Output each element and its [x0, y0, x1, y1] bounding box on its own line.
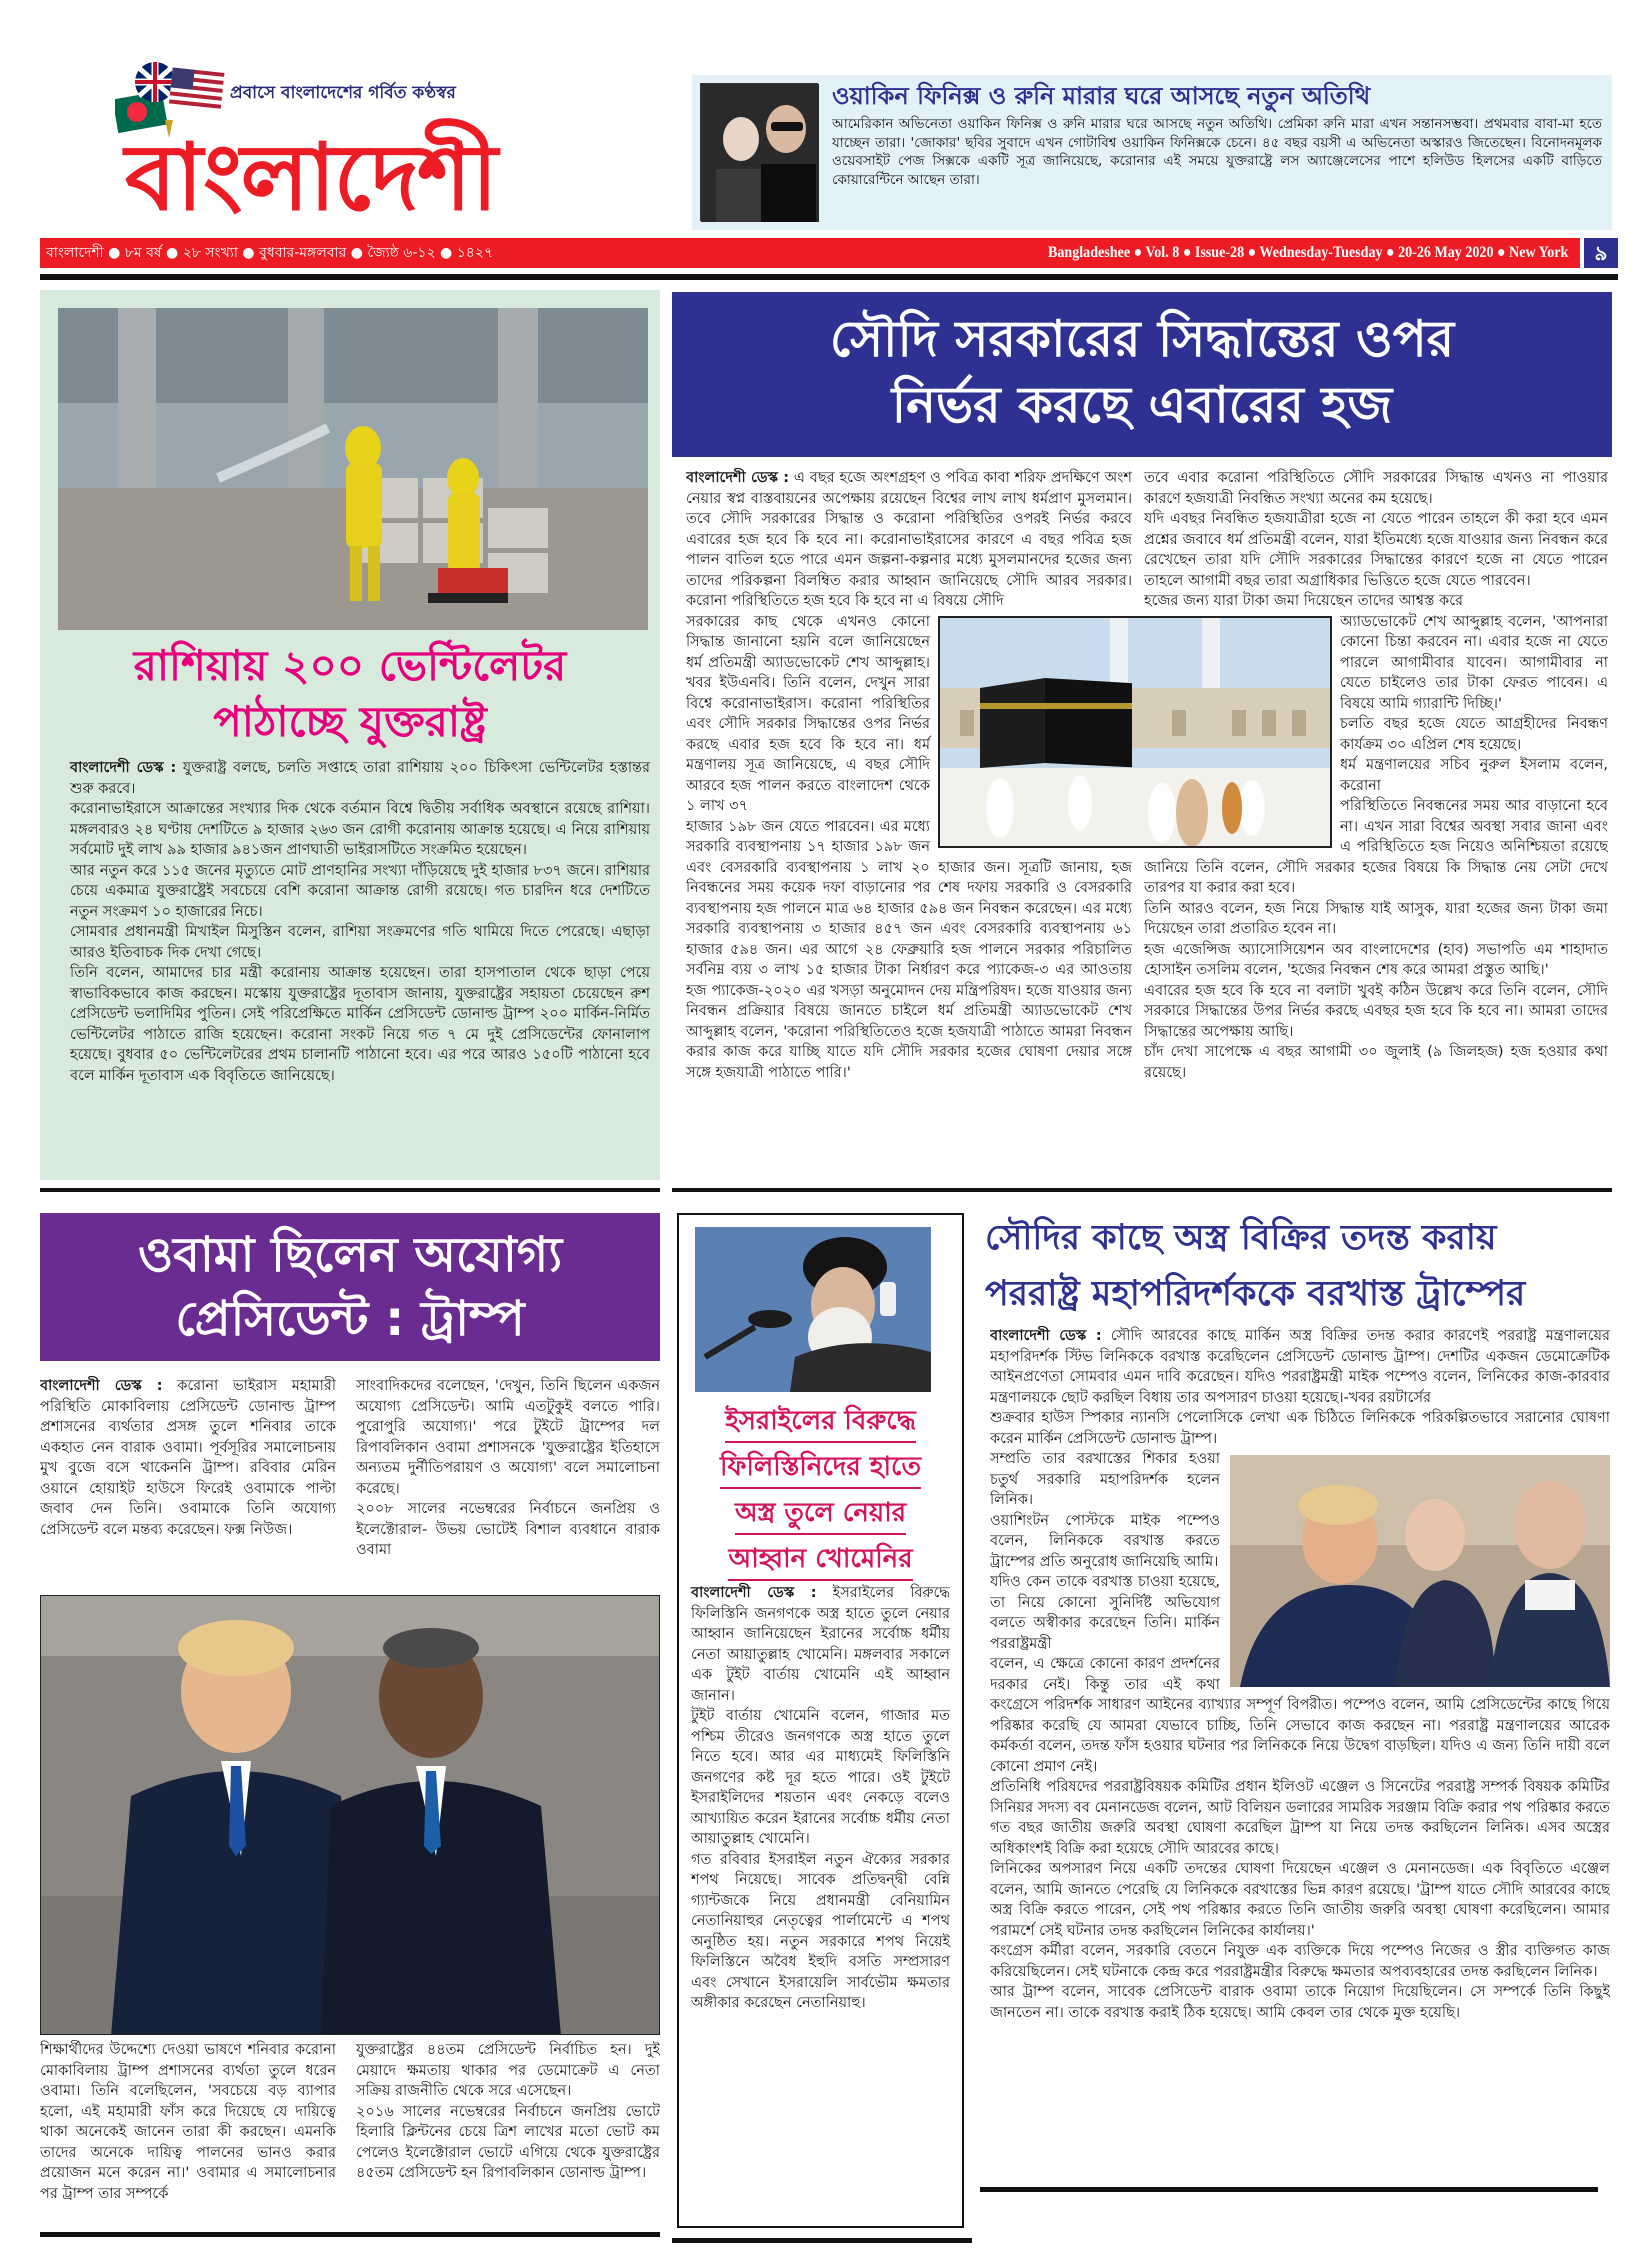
- trump-obama-photo: [40, 1595, 660, 2035]
- hajj-headline-line2: নির্ভর করছে এবারের হজ: [891, 376, 1393, 434]
- article-paragraph: টুইট বার্তায় খোমেনি বলেন, গাজার মত পশ্চিম তীরেও জনগণকে অস্ত্র হাতে তুলে নিতে হবে। আর এর মাধ্যমেই ফিলিস্তিনি জনগণের কষ্ট দূর হতে পারে। ওই টুইটে ইসরাইলিদের শয়তান এবং নেকড়ে বলেও আখ্যায়িত করেন ইরানের সর্বোচ্চ ধর্মীয় নেতা আয়াতুল্লাহ খোমেনি।: [691, 1708, 950, 1847]
- hajj-col1-bottom: হাজার ১৯৮ জন যেতে পারবেন। এর মধ্যে সরকারি ব্যবস্থাপনায় ১৭ হাজার ১৯৮ জন এবং বেসরকারি ব্যবস্থাপনায় ১ লাখ ২০ হাজার জন। সূত্রটি জানায়, হজ নিবন্ধনের সময় কয়েক দফা বাড়ানোর পর শেষ দফায় সরকারি ও বেসরকারি ব্যবস্থাপনায় হজ পালনে মাত্র ৬৪ হাজার ৫৯৪ জন নিবন্ধন করেছেন। এর মধ্যে সরকারি ব্যবস্থাপনায় ৩ হাজার ৪৫৭ জন এবং বেসরকারি ব্যবস্থাপনায় ৬১ হাজার ৫৯৪ জন। এর আগে ২৪ ফেব্রুয়ারি হজ পালনে সরকার পরিচালিত সর্বনিম্ন ব্যয় ৩ লাখ ১৫ হাজার টাকা নির্ধারণ করে প্যাকেজ-৩ এর আওতায় হজ প্যাকেজ-২০২০ এর খসড়া অনুমোদন দেয় মন্ত্রিপরিষদ। হজে যাওয়ার জন্য নিবন্ধন প্রক্রিয়ার বিষয়ে জানতে চাইলে ধর্ম প্রতিমন্ত্রী অ্যাডভোকেট শেখ আব্দুল্লাহ বলেন, 'করোনা পরিস্থিতিতেও হজে হজযাত্রী পাঠাতে আমরা নিবন্ধন করার কাজ করে যাচ্ছি যাতে যদি সৌদি সরকার হজের ঘোষণা দেয়ার সঙ্গে সঙ্গে হজযাত্রী পাঠাতে পারি।': [686, 818, 1132, 1081]
- article-paragraph: ওয়াশিংটন পোস্টকে মাইক পম্পেও বলেন, লিনিককে বরখাস্ত করতে ট্রাম্পের প্রতি অনুরোধ জানিয়েছি আমি।: [990, 1512, 1220, 1570]
- hajj-column-1: [686, 468, 1132, 1083]
- russia-article-body: [70, 758, 650, 1086]
- byline-desk: বাংলাদেশী ডেস্ক :: [70, 760, 177, 776]
- obama-col4: [356, 2040, 660, 2184]
- divider: [672, 1188, 1612, 1192]
- article-paragraph: এ বছর হজে অংশগ্রহণ ও পবিত্র কাবা শরিফ প্রদক্ষিণে অংশ নেয়ার স্বপ্ন বাস্তবায়নের অপেক্ষায় রয়েছেন বিশ্বের লাখ লাখ ধর্মপ্রাণ মুসলমান। তবে সৌদি সরকারের সিদ্ধান্ত ও করোনা পরিস্থিতির ওপরই নির্ভর করবে এবারের হজ হবে কি হবে না। করোনাভাইরাসের কারণে এ বছর পবিত্র হজ পালন বাতিল হতে পারে এমন জল্পনা-কল্পনার মধ্যে মুসলমানদের হজের জন্য তাদের পরিকল্পনা বিলম্বিত করার আহ্বান জানিয়েছে সৌদি আরব সরকার। করোনা পরিস্থিতিতে হজ হবে কি হবে না এ বিষয়ে সৌদি: [686, 470, 1132, 609]
- hajj-headline-banner: [672, 292, 1612, 457]
- page-number: ৯: [1580, 238, 1618, 268]
- masthead: [40, 60, 670, 238]
- hajj-column-2: [1144, 468, 1608, 1083]
- khamenei-headline: [679, 1401, 962, 1585]
- divider: [672, 2238, 972, 2243]
- byline-desk: বাংলাদেশী ডেস্ক :: [691, 1585, 817, 1601]
- kaaba-photo-left-half: [938, 616, 1144, 848]
- obama-headline-banner: [40, 1213, 660, 1361]
- khamenei-article-body: [691, 1583, 950, 2014]
- article-paragraph: তিনি বলেন, আমাদের চার মন্ত্রী করোনায় আক্রান্ত হয়েছেন। তারা হাসপাতাল থেকে ছাড়া পেয়ে স্বাভাবিকভাবে কাজ করছেন। মস্কোয় যুক্তরাষ্ট্রের দূতাবাস জানায়, যুক্তরাষ্ট্রের সহায়তা চেয়েছেন রুশ প্রেসিডেন্ট ভলাদিমির পুতিন। সেই পরিপ্রেক্ষিতে মার্কিন প্রেসিডেন্ট ডোনাল্ড ট্রাম্প ২০০ মার্কিন-নির্মিত ভেন্টিলেটর পাঠাতে রাজি হয়েছেন। করোনা সংকট নিয়ে গত ৭ মে দুই প্রেসিডেন্টের ফোনালাপ হয়েছে। বুধবার ৫০ ভেন্টিলেটরের প্রথম চালানটি পাঠানো হবে। এর পরে আরও ১৫০টি পাঠানো হবে বলে মার্কিন দূতাবাস এক বিবৃতিতে জানিয়েছে।: [70, 965, 650, 1084]
- article-paragraph: তবে এবার করোনা পরিস্থিতিতে সৌদি সরকারের সিদ্ধান্ত এখনও না পাওয়ার কারণে হজযাত্রী নিবন্ধিত সংখ্যা অনের কম হয়েছে।: [1144, 470, 1608, 507]
- article-paragraph: ইসরাইলের বিরুদ্ধে ফিলিস্তিনি জনগণকে অস্ত্র হাতে তুলে নেয়ার আহ্বান জানিয়েছেন ইরানের সর্বোচ্চ ধর্মীয় নেতা আয়াতুল্লাহ খোমেনি। মঙ্গলবার সকালে এক টুইট বার্তায় খোমেনি এই আহ্বান জানান।: [691, 1585, 951, 1704]
- khamenei-photo: [695, 1227, 931, 1392]
- article-paragraph: সৌদি আরবের কাছে মার্কিন অস্ত্র বিক্রির তদন্ত করার কারণেই পররাষ্ট্র মন্ত্রণালয়ের মহাপরিদর্শক স্টিভ লিনিককে বরখাস্ত করেছিলেন প্রেসিডেন্ট ডোনাল্ড ট্রাম্প। দেশটির একজন ডেমোক্রেটিক আইনপ্রণেতা সোমবার এমন দাবি করেছেন। যদিও পররাষ্ট্রমন্ত্রী মাইক পম্পেও বলেন, লিনিকের কাজ-কারবার মন্ত্রণালয়কে ছোট করছিল বিধায় তার অপসারণ চাওয়া হয়েছে।-খবর রয়টার্সের: [990, 1328, 1610, 1406]
- obama-col2: [356, 1376, 660, 1561]
- hajj-col1-narrow: সরকারের কাছ থেকে এখনও কোনো সিদ্ধান্ত জানানো হয়নি বলে জানিয়েছেন ধর্ম প্রতিমন্ত্রী অ্যাডভোকেট শেখ আব্দুল্লাহ। খবর ইউএনবি। তিনি বলেন, দেখুন সারা বিশ্বে করোনাভাইরাস। করোনা পরিস্থিতির এবং সৌদি সরকার সিদ্ধান্তের ওপর নির্ভর করছে এবার হজ হবে কি হবে না। ধর্ম মন্ত্রণালয় সূত্র জানিয়েছে, এ বছর সৌদি আরবে হজ পালন করতে বাংলাদেশ থেকে ১ লাখ ৩৭: [686, 613, 930, 814]
- divider: [980, 2187, 1598, 2192]
- dateline-bengali: বাংলাদেশী ● ৮ম বর্ষ ● ২৮ সংখ্যা ● বুধবার-মঙ্গলবার ● জ্যৈষ্ঠ ৬-১২ ● ১৪২৭: [46, 245, 494, 261]
- article-paragraph: করোনা ভাইরাস মহামারী পরিস্থিতি মোকাবিলায় প্রেসিডেন্ট ডোনাল্ড ট্রাম্প প্রশাসনের ব্যর্থতার প্রসঙ্গ তুলে শনিবার তাকে একহাত নেন বারাক ওবামা। পূর্বসূরির সমালোচনায় মুখ বুজে বসে থাকেননি ট্রাম্প। রবিবার মেরিন ওয়ানে হোয়াইট হাউসে ফিরেই ওবামাকে পাল্টা জবাব দেন তিনি। ওবামাকে তিনি অযোগ্য প্রেসিডেন্ট বলে মন্তব্য করেছেন। ফক্স নিউজ।: [40, 1378, 336, 1538]
- article-paragraph: হজের জন্য যারা টাকা জমা দিয়েছেন তাদের আশ্বস্ত করে: [1144, 593, 1463, 609]
- disinfection-photo: [58, 308, 648, 630]
- obama-article-bottom: [40, 2040, 660, 2228]
- khamenei-headline-line: ইসরাইলের বিরুদ্ধে: [725, 1401, 916, 1443]
- article-paragraph: লিনিকের অপসারণ নিয়ে একটি তদন্তের ঘোষণা দিয়েছেন এঞ্জেল ও মেনানডেজ। এক বিবৃতিতে এঞ্জেল বলেন, আমি জানতে পেরেছি যে লিনিককে বরখাস্তের ভিন্ন কারণ রয়েছে। 'ট্রাম্প যাতে সৌদি আরবের কাছে অস্ত্র বিক্রি করতে পারেন, সেই পথ পরিষ্কার করতে তিনি জাতীয় জরুরি অবস্থা ঘোষণা করেছিলেন। আমার পরামর্শে সেই ঘটনার তদন্ত করছিলেন লিনিকের কার্যালয়।': [990, 1861, 1610, 1939]
- article-paragraph: ২০০৮ সালের নভেম্বরের নির্বাচনে জনপ্রিয় ও ইলেক্টোরাল- উভয় ভোটেই বিশাল ব্যবধানে বারাক ওবামা: [356, 1501, 660, 1558]
- dateline-english: Bangladeshee ● Vol. 8 ● Issue-28 ● Wednesday-Tuesday ● 20-26 May 2020 ● New York: [1047, 244, 1568, 261]
- article-paragraph: পরিস্থিতিতে নিবন্ধনের সময় আর বাড়ানো হবে না। এখন সারা বিশ্বের অবস্থা সবার জানা এবং এ পরিস্থিতিতে হজ নিয়েও অনিশ্চিয়তা রয়েছে জানিয়ে তিনি বলেন, সৌদি সরকার হজের বিষয়ে কি সিদ্ধান্ত নেয় সেটা দেখে তারপর যা করার করা হবে।: [1144, 798, 1608, 896]
- arms-headline-line1: সৌদির কাছে অস্ত্র বিক্রির তদন্ত করায়: [985, 1218, 1497, 1258]
- russia-headline: [40, 638, 660, 750]
- newspaper-logo: বাংলাদেশী: [125, 124, 496, 231]
- russia-ventilator-story: [40, 290, 660, 1180]
- article-paragraph: যুক্তরাষ্ট্রের ৪৪তম প্রেসিডেন্ট নির্বাচিত হন। দুই মেয়াদে ক্ষমতায় থাকার পর ডেমোক্রেট এ নেতা সক্রিয় রাজনীতি থেকে সরে এসেছেন।: [356, 2042, 660, 2099]
- article-paragraph: কংগ্রেস কর্মীরা বলেন, সরকারি বেতনে নিযুক্ত এক ব্যক্তিকে দিয়ে পম্পেও নিজের ও স্ত্রীর ব্যক্তিগত কাজ করিয়েছিলেন। সেই ঘটনাকে কেন্দ্র করে পররাষ্ট্রমন্ত্রীর বিরুদ্ধে ক্ষমতার অপব্যবহারের তদন্ত করছিলেন লিনিক।: [990, 1943, 1610, 1980]
- article-paragraph: করোনাভাইরাসে আক্রান্তের সংখ্যার দিক থেকে বর্তমান বিশ্বে দ্বিতীয় সর্বাধিক অবস্থানে রয়েছে রাশিয়া। মঙ্গলবারও ২৪ ঘণ্টায় দেশটিতে ৯ হাজার ২৬৩ জন রোগী করোনায় আক্রান্ত হয়েছে। এ নিয়ে রাশিয়ায় সর্বমোট দুই লাখ ৯৯ হাজার ৯৪১জন প্রাণঘাতী ভাইরাসটিতে সংক্রমিত হয়েছেন।: [70, 801, 650, 858]
- obama-headline: [40, 1223, 660, 1351]
- khamenei-headline-line: আহ্বান খোমেনির: [728, 1539, 912, 1581]
- khamenei-headline-line: অস্ত্র তুলে নেয়ার: [735, 1493, 906, 1535]
- article-paragraph: শুক্রবার হাউস স্পিকার ন্যানসি পেলোসিকে লেখা এক চিঠিতে লিনিককে পরিকল্পিতভাবে সরানোর ঘোষণা করেন মার্কিন প্রেসিডেন্ট ডোনাল্ড ট্রাম্প।: [990, 1410, 1610, 1447]
- article-paragraph: সাংবাদিকদের বলেছেন, 'দেখুন, তিনি ছিলেন একজন অযোগ্য প্রেসিডেন্ট। আমি এতটুকুই বলতে পারি। পুরোপুরি অযোগ্য।' পরে টুইটে ট্রাম্পের দল রিপাবলিকান ওবামা প্রশাসনকে 'যুক্তরাষ্ট্রের ইতিহাসে অন্যতম দুর্নীতিপরায়ণ ও অযোগ্য' বলে সমালোচনা করেছে।: [356, 1378, 660, 1497]
- divider: [40, 274, 1618, 280]
- article-paragraph: গত রবিবার ইসরাইল নতুন ঐক্যের সরকার শপথ নিয়েছে। সাবেক প্রতিদ্বন্দ্বী বেন্নি গ্যান্টজকে নিয়ে প্রধানমন্ত্রী বেনিয়ামিন নেতানিয়াহুর নেতৃত্বের পার্লামেন্টে এ শপথ অনুষ্ঠিত হয়। নতুন সরকারে শপথ নিয়েই ফিলিস্তিনে অবৈধ ইহুদি বসতি সম্প্রসারণ এবং সেখানে ইসরায়েলি সার্বভৌম ক্ষমতার অঙ্গীকার করেছেন নেতানিয়াহু।: [691, 1851, 950, 2011]
- article-paragraph: ২০১৬ সালের নভেম্বরের নির্বাচনে জনপ্রিয় ভোটে হিলারি ক্লিন্টনের চেয়ে ত্রিশ লাখের মতো ভোট কম পেলেও ইলেক্টোরাল ভোটে এগিয়ে থেকে যুক্তরাষ্ট্রের ৪৫তম প্রেসিডেন্ট হন রিপাবলিকান ডোনাল্ড ট্রাম্প।: [356, 2103, 660, 2181]
- teaser-story: [692, 75, 1612, 230]
- hajj-headline: [672, 306, 1612, 438]
- obama-article-top: [40, 1376, 660, 1590]
- byline-desk: বাংলাদেশী ডেস্ক :: [990, 1328, 1102, 1344]
- article-paragraph: ধর্ম মন্ত্রণালয়ের সচিব নুরুল ইসলাম বলেন, করোনা: [1340, 757, 1608, 794]
- hajj-article: [686, 468, 1608, 1180]
- divider: [40, 1188, 660, 1192]
- byline-desk: বাংলাদেশী ডেস্ক :: [686, 470, 790, 486]
- divider: [40, 2232, 660, 2237]
- teaser-body: আমেরিকান অভিনেতা ওয়াকিন ফিনিক্স ও রুনি মারার ঘরে আসছে নতুন অতিথি। প্রেমিকা রুনি মারা এখন সন্তানসম্ভবা। প্রথমবার বাবা-মা হতে যাচ্ছেন তারা। 'জোকার' ছবির সুবাদে এখন গোটাবিশ্ব ওয়াকিন ফিনিক্সকে চেনে। ৪৫ বছর বয়সী এ অভিনেতা অস্কারও জিতেছেন। বিনোদনমূলক ওয়েবসাইট পেজ সিক্সকে একটি সূত্র জানিয়েছে, করোনার এই সময়ে যুক্তরাষ্ট্রে লস অ্যাঞ্জেলেসের পাশে হলিউড হিলসের একটি বাড়িতে কোয়ারেন্টিনে আছেন তারা।: [832, 116, 1602, 188]
- article-paragraph: তিনি আরও বলেন, হজ নিয়ে সিদ্ধান্ত যাই আসুক, যারা হজের জন্য টাকা জমা দিয়েছেন তারা প্রতারিত হবেন না।: [1144, 900, 1608, 937]
- article-paragraph: আর ট্রাম্প বলেন, সাবেক প্রেসিডেন্ট বারাক ওবামা তাকে নিয়োগ দিয়েছিলেন। সে সম্পর্কে তিনি কিছুই জানতেন না। তাকে বরখাস্ত করাই ঠিক হয়েছে। আমি কেবল তার থেকে মুক্ত হয়েছি।: [990, 1984, 1610, 2021]
- obama-col1: [40, 1376, 336, 1540]
- article-paragraph: হজ এজেন্সিজ অ্যাসোসিয়েশন অব বাংলাদেশের (হাব) সভাপতি এম শাহাদাত হোসাইন তসলিম বলেন, 'হজের নিবন্ধন শেষ করে আমরা প্রস্তুত আছি।': [1144, 941, 1608, 978]
- russia-headline-line1: রাশিয়ায় ২০০ ভেন্টিলেটর: [133, 641, 567, 690]
- article-paragraph: চাঁদ দেখা সাপেক্ষে এ বছর আগামী ৩০ জুলাই (৯ জিলহজ) হজ হওয়ার কথা রয়েছে।: [1144, 1044, 1608, 1081]
- article-paragraph: সোমবার প্রধানমন্ত্রী মিখাইল মিসুস্তিন বলেন, রাশিয়া সংক্রমণের গতি থামিয়ে দিতে পেরেছে। এছাড়া আরও ইতিবাচক দিক দেখা গেছে।: [70, 924, 650, 961]
- arms-article: [990, 1326, 1610, 2182]
- article-paragraph: এবারের হজ হবে কি হবে না বলাটা খুবই কঠিন উল্লেখ করে তিনি বলেন, সৌদি সরকারে সিদ্ধান্তের উপর নির্ভর করছে এবছর হজ হবে কি হবে না। আমরা তাদের সিদ্ধান্তের অপেক্ষায় আছি।: [1144, 982, 1608, 1040]
- article-paragraph: যুক্তরাষ্ট্র বলছে, চলতি সপ্তাহে তারা রাশিয়ায় ২০০ চিকিৎসা ভেন্টিলেটর হস্তান্তর শুরু করবে।: [70, 760, 650, 797]
- teaser-photo: [700, 83, 818, 221]
- article-paragraph: প্রতিনিধি পরিষদের পররাষ্ট্রবিষয়ক কমিটির প্রধান ইলিওট এঞ্জেল ও সিনেটের পররাষ্ট্র সম্পর্ক বিষয়ক কমিটির সিনিয়র সদস্য বব মেনানডেজ বলেন, আট বিলিয়ন ডলারের সামরিক সরঞ্জাম বিক্রি করার পথ পরিষ্কার করতে গত বছর জাতীয় জরুরি অবস্থা ঘোষণা করেছিল ট্রাম্প যা নিয়ে তদন্ত করছিলেন লিনিক। এসব অস্ত্রের অধিকাংশই বিক্রি করা হয়েছে সৌদি আরবের কাছে।: [990, 1779, 1610, 1857]
- hajj-col1-top: [686, 468, 1132, 612]
- dateline-bar: [40, 238, 1618, 268]
- khamenei-story-box: [677, 1213, 964, 2228]
- masthead-tagline: প্রবাসে বাংলাদেশের গর্বিত কণ্ঠস্বর: [230, 83, 456, 103]
- article-paragraph: চলতি বছর হজে যেতে আগ্রহীদের নিবন্ধণ কার্যক্রম ৩০ এপ্রিল শেষ হয়েছে।: [1340, 716, 1608, 753]
- teaser-headline: ওয়াকিন ফিনিক্স ও রুনি মারার ঘরে আসছে নতুন অতিথি: [832, 82, 1371, 110]
- obama-col3: শিক্ষার্থীদের উদ্দেশ্যে দেওয়া ভাষণে শনিবার করোনা মোকাবিলায় ট্রাম্প প্রশাসনের ব্যর্থতা তুলে ধরেন ওবামা। তিনি বলেছিলেন, 'সবচেয়ে বড় ব্যাপার হলো, এই মহামারী ফাঁস করে দিয়েছে যে দায়িত্বে থাকা অনেকেই জানেন তারা কী করছেন। এমনকি তাদের অনেকে দায়িত্ব পালনের ভানও করার প্রয়োজন মনে করেন না।' ওবামার এ সমালোচনার পর ট্রাম্প তার সম্পর্কে: [40, 2042, 336, 2202]
- byline-desk: বাংলাদেশী ডেস্ক :: [40, 1378, 163, 1394]
- arms-headline-line2: পররাষ্ট্র মহাপরিদর্শককে বরখাস্ত ট্রাম্পের: [985, 1274, 1526, 1314]
- obama-headline-line1: ওবামা ছিলেন অযোগ্য: [137, 1227, 563, 1283]
- kaaba-photo-right-half: [1132, 616, 1332, 848]
- obama-headline-line2: প্রেসিডেন্ট : ট্রাম্প: [175, 1291, 525, 1347]
- article-paragraph: বলেন, এ ক্ষেত্রে কোনো কারণ প্রদর্শনের দরকার নেই। কিন্তু তার এই কথা কংগ্রেসে পরিদর্শক সাধারণ আইনের ব্যাখ্যার সম্পূর্ণ বিপরীত। পম্পেও বলেন, আমি প্রেসিডেন্টের কাছে গিয়ে পরিষ্কার করেছি যে আমরা যেভাবে চাচ্ছি, তিনি সেভাবে কাজ করছেন না। পররাষ্ট্র মন্ত্রণালয়ের আরেক কর্মকর্তা বলেন, তদন্ত ফাঁস হওয়ার ঘটনার পর লিনিককে নিয়ে উদ্বেগ বাড়ছিল। যদিও এ জন্য তিনি দায়ী বলে কোনো প্রমাণ নেই।: [990, 1656, 1610, 1775]
- article-paragraph: অ্যাডভোকেট শেখ আব্দুল্লাহ বলেন, 'আপনারা কোনো চিন্তা করবেন না। এবার হজে না যেতে পারলে আগামীবার যাবেন। আগামীবার না যেতে চাইলেও তার টাকা ফেরত পাবেন। এ বিষয়ে আমি গ্যারান্টি দিচ্ছি।': [1340, 613, 1608, 712]
- article-paragraph: যদিও কেন তাকে বরখাস্ত চাওয়া হয়েছে, তা নিয়ে কোনো সুনির্দিষ্ট অভিযোগ বলতে অস্বীকার করেছেন তিনি। মার্কিন পররাষ্ট্রমন্ত্রী: [990, 1574, 1220, 1652]
- article-paragraph: যদি এবছর নিবন্ধিত হজযাত্রীরা হজে না যেতে পারেন তাহলে কী করা হবে এমন প্রশ্নের জবাবে ধর্ম প্রতিমন্ত্রী বলেন, যারা ইতিমধ্যে হজে যাওয়ার জন্য নিবন্ধন করে রেখেছেন তারা যদি সৌদি সরকারের সিদ্ধান্তের কারণে হজে না যেতে পারেন তাহলে আগামী বছর তারা অগ্রাধিকার ভিত্তিতে হজে যেতে পারবেন।: [1144, 511, 1608, 589]
- russia-headline-line2: পাঠাচ্ছে যুক্তরাষ্ট্র: [213, 697, 487, 746]
- article-paragraph: সম্প্রতি তার বরখাস্তের শিকার হওয়া চতুর্থ সরকারি মহাপরিদর্শক হলেন লিনিক।: [990, 1451, 1220, 1508]
- arms-headline: [985, 1210, 1615, 1322]
- khamenei-headline-line: ফিলিস্তিনিদের হাতে: [720, 1447, 921, 1489]
- article-paragraph: আর নতুন করে ১১৫ জনের মৃত্যুতে মোট প্রাণহানির সংখ্যা দাঁড়িয়েছে দুই হাজার ৮৩৭ জনে। রাশিয়ার চেয়ে একমাত্র যুক্তরাষ্ট্রেই সবচেয়ে বেশি করোনা আক্রান্ত রোগী রয়েছে। গত চারদিন ধরে দেশটিতে নতুন সংক্রমণ ১০ হাজারের নিচে।: [70, 862, 650, 920]
- trump-pompeo-photo: [1230, 1455, 1610, 1687]
- hajj-headline-line1: সৌদি সরকারের সিদ্ধান্তের ওপর: [829, 310, 1455, 368]
